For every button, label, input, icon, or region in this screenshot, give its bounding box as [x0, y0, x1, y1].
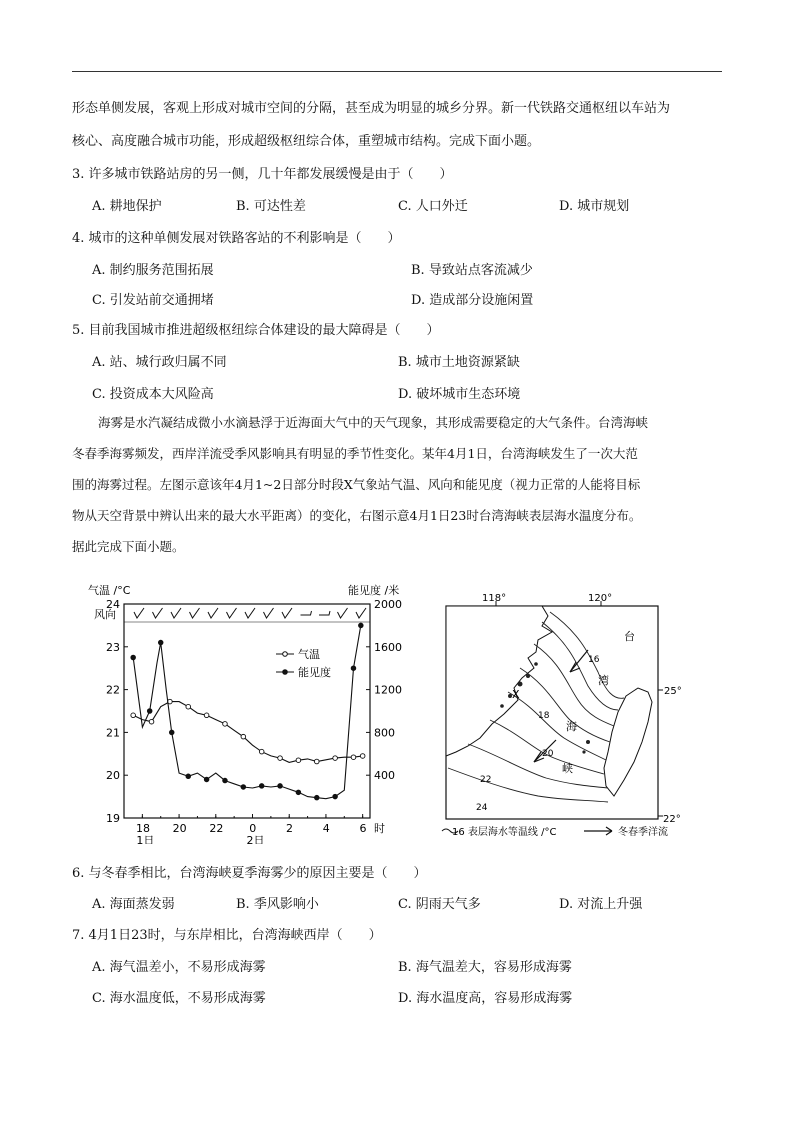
wind-direction-mark: [301, 611, 312, 615]
visibility-point: [158, 640, 163, 645]
mainland-land: [446, 606, 552, 756]
isotherm-label-16: 16: [588, 655, 600, 665]
question-5-option-c[interactable]: C. 投资成本大风险高: [92, 387, 214, 402]
y-right-axis-title: 能见度 /米: [348, 584, 400, 597]
wind-direction-mark: [338, 608, 348, 618]
passage-line-3: 围的海雾过程。左图示意该年4月1~2日部分时段X气象站气温、风向和能见度（视力正常的人能将目标: [72, 477, 641, 492]
visibility-line: [133, 625, 361, 798]
x-tick-label: 0: [249, 822, 257, 835]
temperature-point: [360, 754, 365, 759]
passage-line-4: 物从天空背景中辨认出来的最大水平距离）的变化，右图示意4月1日23时台湾海峡表层海水温度分布。: [72, 508, 642, 523]
temperature-point: [149, 719, 154, 724]
question-3-stem: 3. 许多城市铁路站房的另一侧，几十年都发展缓慢是由于（ ）: [72, 167, 453, 182]
intro-line-2: 核心、高度融合城市功能，形成超级枢纽综合体，重塑城市结构。完成下面小题。: [72, 134, 541, 149]
wind-direction-mark: [134, 608, 144, 618]
isotherm-label-24: 24: [476, 803, 488, 813]
legend-temperature-marker: [283, 652, 288, 657]
taiwan-strait-sst-map: [438, 592, 688, 842]
x-tick-label: 6: [359, 822, 367, 835]
y-left-tick-label: 20: [106, 769, 120, 783]
question-4-stem: 4. 城市的这种单侧发展对铁路客站的不利影响是（ ）: [72, 231, 401, 246]
visibility-point: [278, 784, 283, 789]
x-tick-label: 18: [135, 822, 150, 835]
question-6-option-b[interactable]: B. 季风影响小: [236, 897, 319, 912]
visibility-point: [186, 774, 191, 779]
question-5-option-a[interactable]: A. 站、城行政归属不同: [92, 355, 227, 370]
question-4-option-b[interactable]: B. 导致站点客流减少: [411, 263, 533, 278]
intro-line-1: 形态单侧发展，客观上形成对城市空间的分隔，甚至成为明显的城乡分界。新一代铁路交通枢纽以车站为: [72, 101, 671, 116]
visibility-point: [204, 777, 209, 782]
question-3-option-c[interactable]: C. 人口外迁: [398, 199, 468, 214]
question-3-option-a[interactable]: A. 耕地保护: [92, 199, 162, 214]
wind-direction-mark: [356, 608, 366, 618]
wind-direction-mark: [208, 608, 218, 618]
y-left-axis-title: 气温 /°C: [88, 584, 131, 597]
visibility-point: [351, 666, 356, 671]
question-4-option-a[interactable]: A. 制约服务范围拓展: [92, 263, 214, 278]
temperature-point: [131, 713, 136, 718]
isotherm-label-18: 18: [538, 711, 550, 721]
visibility-point: [223, 778, 228, 783]
legend-isotherm: 16 表层海水等温线 /°C: [452, 827, 557, 838]
question-6-option-c[interactable]: C. 阴雨天气多: [398, 897, 481, 912]
visibility-point: [259, 784, 264, 789]
y-right-tick-label: 2000: [374, 598, 402, 611]
passage-line-5: 据此完成下面小题。: [72, 539, 185, 554]
legend-visibility-marker: [283, 670, 288, 675]
strait-char-3: 海: [566, 720, 577, 733]
legend-temperature-label: 气温: [298, 648, 320, 661]
wind-row-label: 风向: [94, 608, 116, 621]
passage-line-1: 海雾是水汽凝结成微小水滴悬浮于近海面大气中的天气现象，其形成需要稳定的大气条件。台湾海峡: [98, 415, 649, 430]
visibility-point: [131, 655, 136, 660]
x-tick-label: 4: [322, 822, 330, 835]
wind-direction-mark: [190, 608, 200, 618]
temperature-point: [278, 756, 283, 761]
temperature-visibility-chart: [88, 582, 408, 844]
question-3-option-d[interactable]: D. 城市规划: [559, 199, 630, 214]
question-5-option-d[interactable]: D. 破坏城市生态环境: [398, 387, 521, 402]
strait-char-2: 湾: [598, 674, 609, 687]
visibility-point: [359, 623, 364, 628]
y-left-tick-label: 23: [106, 640, 120, 654]
longitude-120-label: 120°: [588, 593, 613, 604]
visibility-point: [296, 790, 301, 795]
visibility-point: [241, 785, 246, 790]
visibility-point: [147, 709, 152, 714]
temperature-point: [223, 722, 228, 727]
visibility-point: [314, 795, 319, 800]
temperature-point: [241, 734, 246, 739]
latitude-25-label: 25°: [664, 686, 682, 697]
wind-direction-mark: [264, 608, 274, 618]
longitude-118-label: 118°: [482, 593, 507, 604]
x-tick-label: 22: [209, 822, 224, 835]
temperature-point: [314, 759, 319, 764]
y-left-tick-label: 21: [106, 726, 120, 740]
wind-direction-mark: [153, 608, 163, 618]
temperature-point: [296, 758, 301, 763]
wind-direction-mark: [227, 608, 237, 618]
header-rule: [72, 71, 722, 72]
strait-char-1: 台: [624, 630, 635, 643]
isotherm-label-20: 20: [542, 749, 554, 759]
temperature-point: [204, 713, 209, 718]
day-label-1: 1日: [136, 834, 155, 844]
question-6-option-d[interactable]: D. 对流上升强: [559, 897, 643, 912]
visibility-point: [333, 794, 338, 799]
question-7-option-d[interactable]: D. 海水温度高，容易形成海雾: [398, 991, 573, 1006]
y-right-tick-label: 1200: [374, 683, 402, 697]
question-6-option-a[interactable]: A. 海面蒸发弱: [92, 897, 175, 912]
y-right-tick-label: 1600: [374, 640, 402, 654]
y-left-tick-label: 24: [106, 598, 120, 611]
y-right-tick-label: 400: [374, 769, 395, 783]
x-tick-label: 20: [172, 822, 187, 835]
station-x-label: X: [512, 688, 520, 701]
question-6-stem: 6. 与冬春季相比，台湾海峡夏季海雾少的原因主要是（ ）: [72, 866, 427, 881]
question-7-stem: 7. 4月1日23时，与东岸相比，台湾海峡西岸（ ）: [72, 928, 382, 943]
question-7-option-b[interactable]: B. 海气温差大，容易形成海雾: [398, 960, 572, 975]
visibility-point: [169, 730, 174, 735]
temperature-point: [186, 704, 191, 709]
y-right-tick-label: 800: [374, 726, 395, 740]
question-5-stem: 5. 目前我国城市推进超级枢纽综合体建设的最大障碍是（ ）: [72, 323, 440, 338]
y-left-tick-label: 19: [106, 812, 120, 825]
question-4-option-d[interactable]: D. 造成部分设施闲置: [411, 293, 534, 308]
question-3-option-b[interactable]: B. 可达性差: [236, 199, 306, 214]
winter-spring-current: [534, 650, 588, 762]
legend-visibility-label: 能见度: [298, 666, 331, 679]
question-7-option-c[interactable]: C. 海水温度低，不易形成海雾: [92, 991, 266, 1006]
temperature-line: [133, 702, 363, 763]
isotherm-label-22: 22: [480, 775, 492, 785]
wind-direction-mark: [282, 608, 292, 618]
legend-current: 冬春季洋流: [618, 827, 668, 838]
question-7-option-a[interactable]: A. 海气温差小，不易形成海雾: [92, 960, 266, 975]
wind-direction-mark: [171, 608, 181, 618]
y-left-tick-label: 22: [106, 683, 120, 697]
passage-line-2: 冬春季海雾频发，西岸洋流受季风影响具有明显的季节性变化。某年4月1日，台湾海峡发生了一次大范: [72, 446, 638, 461]
day-label-2: 2日: [246, 834, 265, 844]
temperature-point: [333, 756, 338, 761]
latitude-22-label: 22°: [663, 814, 681, 825]
temperature-point: [259, 749, 264, 754]
taiwan-island: [604, 688, 652, 796]
wind-direction-mark: [245, 608, 255, 618]
x-unit-label: 时: [374, 822, 385, 835]
temperature-point: [351, 755, 356, 760]
question-5-option-b[interactable]: B. 城市土地资源紧缺: [398, 355, 520, 370]
plot-frame: [124, 604, 370, 818]
x-tick-label: 2: [286, 822, 294, 835]
question-4-option-c[interactable]: C. 引发站前交通拥堵: [92, 293, 214, 308]
wind-direction-mark: [319, 611, 330, 615]
strait-char-4: 峡: [562, 762, 573, 775]
